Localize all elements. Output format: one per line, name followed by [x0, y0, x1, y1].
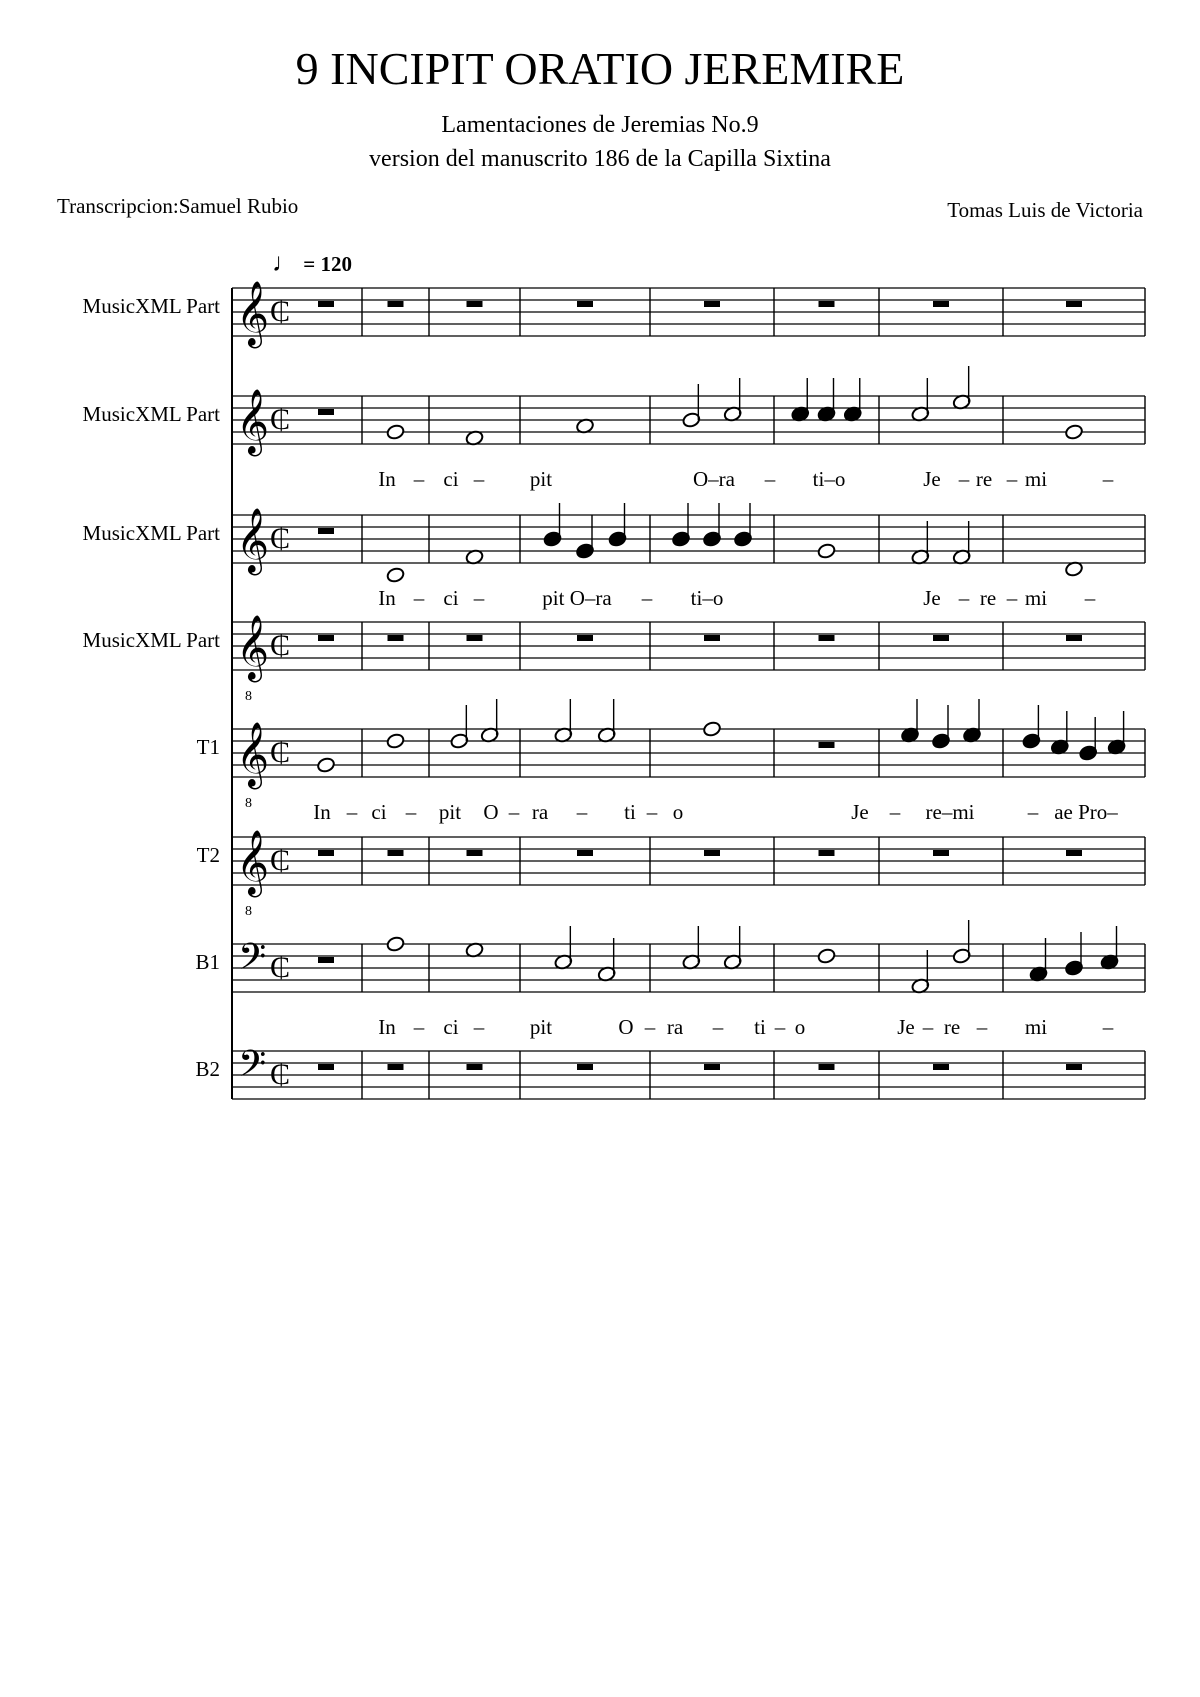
lyric-syllable: mi	[1024, 586, 1048, 610]
treble-clef-icon: 𝄞	[236, 615, 270, 680]
lyric-syllable: –	[774, 1015, 786, 1039]
lyric-syllable: In	[378, 586, 396, 610]
whole-rest-icon	[318, 409, 334, 415]
whole-rest-icon	[704, 1064, 720, 1070]
lyric-syllable: –	[764, 467, 776, 491]
lyric-syllable: Je	[897, 1015, 915, 1039]
composer-credit: Tomas Luis de Victoria	[947, 198, 1143, 222]
whole-rest-icon	[388, 1064, 404, 1070]
tempo-value: = 120	[303, 252, 352, 276]
bass-clef-icon: 𝄢	[238, 936, 267, 987]
lyric-syllable: Je	[923, 467, 941, 491]
note-head	[817, 543, 836, 560]
whole-rest-icon	[467, 301, 483, 307]
score-subtitle: Lamentaciones de Jeremias No.9	[441, 112, 759, 138]
cut-time-icon: ₵	[270, 1058, 291, 1091]
staff-1	[232, 281, 1145, 348]
lyric-syllable: –	[1006, 467, 1018, 491]
lyric-syllable: ci	[371, 800, 387, 824]
cut-time-icon: ₵	[270, 951, 291, 984]
lyric-syllable: o	[794, 1015, 806, 1039]
lyric-syllable: mi	[1024, 1015, 1048, 1039]
lyric-syllable: ci	[443, 1015, 459, 1039]
lyric-syllable: –	[976, 1015, 988, 1039]
whole-rest-icon	[1066, 850, 1082, 856]
lyric-syllable: –	[712, 1015, 724, 1039]
whole-rest-icon	[467, 635, 483, 641]
lyric-syllable: Je	[851, 800, 869, 824]
lyric-syllable: –	[1084, 586, 1096, 610]
whole-rest-icon	[819, 635, 835, 641]
part-name-7: B1	[195, 950, 220, 974]
staff-7	[232, 920, 1145, 1039]
staff-8	[232, 1043, 1145, 1099]
lyric-syllable: pit	[529, 1015, 553, 1039]
whole-rest-icon	[704, 301, 720, 307]
octave-mark: 8	[245, 689, 252, 704]
lyric-syllable: –	[413, 1015, 425, 1039]
note-head	[386, 567, 405, 584]
whole-rest-icon	[388, 635, 404, 641]
cut-time-icon: ₵	[270, 844, 291, 877]
lyric-syllable: Je	[923, 586, 941, 610]
lyric-syllable: o	[672, 800, 684, 824]
lyric-syllable: In	[313, 800, 331, 824]
lyric-syllable: ci	[443, 586, 459, 610]
staff-5	[232, 699, 1145, 824]
whole-rest-icon	[933, 1064, 949, 1070]
lyric-syllable: –	[1006, 586, 1018, 610]
lyric-syllable: –	[1027, 800, 1039, 824]
whole-rest-icon	[388, 301, 404, 307]
whole-rest-icon	[933, 635, 949, 641]
note-head	[817, 948, 836, 965]
lyric-syllable: –	[958, 586, 970, 610]
lyric-syllable: In	[378, 1015, 396, 1039]
staff-2	[232, 366, 1145, 491]
whole-rest-icon	[1066, 1064, 1082, 1070]
lyric-syllable: re	[975, 467, 993, 491]
part-name-6: T2	[196, 843, 220, 867]
whole-rest-icon	[318, 528, 334, 534]
octave-mark: 8	[245, 796, 252, 811]
lyric-syllable: –	[1102, 467, 1114, 491]
whole-rest-icon	[577, 635, 593, 641]
treble-clef-icon: 𝄞	[236, 281, 270, 346]
note-head	[386, 936, 405, 953]
whole-rest-icon	[933, 301, 949, 307]
whole-rest-icon	[577, 1064, 593, 1070]
lyric-syllable: –	[641, 586, 653, 610]
treble-clef-icon: 𝄞	[236, 722, 270, 787]
lyric-syllable: –	[473, 467, 485, 491]
cut-time-icon: ₵	[270, 629, 291, 662]
lyric-syllable: ae Pro–	[1054, 800, 1118, 824]
lyric-syllable: –	[346, 800, 358, 824]
whole-rest-icon	[704, 850, 720, 856]
lyric-syllable: –	[413, 467, 425, 491]
whole-rest-icon	[467, 850, 483, 856]
lyric-syllable: O	[483, 800, 499, 824]
lyric-syllable: ti–o	[690, 586, 724, 610]
note-head	[702, 721, 721, 738]
whole-rest-icon	[467, 1064, 483, 1070]
quarter-note-icon: ♩	[272, 248, 298, 277]
part-name-4: MusicXML Part	[82, 628, 220, 652]
bass-clef-icon: 𝄢	[238, 1043, 267, 1094]
score-title: 9 INCIPIT ORATIO JEREMIRE	[295, 43, 905, 94]
whole-rest-icon	[819, 850, 835, 856]
part-name-1: MusicXML Part	[82, 294, 220, 318]
lyric-syllable: –	[646, 800, 658, 824]
lyric-syllable: mi	[1024, 467, 1048, 491]
cut-time-icon: ₵	[270, 295, 291, 328]
lyric-syllable: ra	[531, 800, 549, 824]
whole-rest-icon	[933, 850, 949, 856]
staff-4	[232, 615, 1145, 704]
lyric-syllable: re	[979, 586, 997, 610]
whole-rest-icon	[318, 635, 334, 641]
lyric-syllable: –	[473, 586, 485, 610]
lyric-syllable: –	[413, 586, 425, 610]
whole-rest-icon	[704, 635, 720, 641]
score-subtitle-2: version del manuscrito 186 de la Capilla Sixtina	[369, 146, 831, 172]
note-head	[316, 757, 335, 774]
lyric-syllable: –	[576, 800, 588, 824]
lyric-syllable: In	[378, 467, 396, 491]
part-name-5: T1	[196, 735, 220, 759]
lyric-syllable: O–ra	[693, 467, 735, 491]
whole-rest-icon	[819, 301, 835, 307]
treble-clef-icon: 𝄞	[236, 508, 270, 573]
octave-mark: 8	[245, 904, 252, 919]
whole-rest-icon	[388, 850, 404, 856]
cut-time-icon: ₵	[270, 522, 291, 555]
lyric-syllable: pit	[438, 800, 462, 824]
note-head	[386, 424, 405, 441]
cut-time-icon: ₵	[270, 403, 291, 436]
arranger-credit: Transcripcion:Samuel Rubio	[57, 194, 299, 218]
whole-rest-icon	[819, 1064, 835, 1070]
staff-6	[232, 830, 1145, 919]
note-head	[386, 733, 405, 750]
lyric-syllable: –	[644, 1015, 656, 1039]
lyric-syllable: –	[405, 800, 417, 824]
lyric-syllable: pit O–ra	[542, 586, 612, 610]
part-name-8: B2	[195, 1057, 220, 1081]
treble-clef-icon: 𝄞	[236, 389, 270, 454]
treble-clef-icon: 𝄞	[236, 830, 270, 895]
lyric-syllable: –	[958, 467, 970, 491]
lyric-syllable: ti–o	[812, 467, 846, 491]
whole-rest-icon	[318, 850, 334, 856]
whole-rest-icon	[577, 301, 593, 307]
lyric-syllable: re–mi	[925, 800, 975, 824]
whole-rest-icon	[1066, 635, 1082, 641]
lyric-syllable: –	[473, 1015, 485, 1039]
whole-rest-icon	[318, 301, 334, 307]
lyric-syllable: –	[889, 800, 901, 824]
lyric-syllable: pit	[529, 467, 553, 491]
note-head	[1064, 424, 1083, 441]
whole-rest-icon	[318, 957, 334, 963]
staff-3	[232, 503, 1145, 610]
lyric-syllable: ra	[666, 1015, 684, 1039]
whole-rest-icon	[318, 1064, 334, 1070]
cut-time-icon: ₵	[270, 736, 291, 769]
lyric-syllable: ti	[754, 1015, 766, 1039]
whole-rest-icon	[577, 850, 593, 856]
whole-rest-icon	[819, 742, 835, 748]
lyric-syllable: –	[1102, 1015, 1114, 1039]
part-name-3: MusicXML Part	[82, 521, 220, 545]
lyric-syllable: –	[922, 1015, 934, 1039]
whole-rest-icon	[1066, 301, 1082, 307]
lyric-syllable: O	[618, 1015, 634, 1039]
part-name-2: MusicXML Part	[82, 402, 220, 426]
lyric-syllable: –	[508, 800, 520, 824]
lyric-syllable: ti	[624, 800, 636, 824]
lyric-syllable: re	[943, 1015, 961, 1039]
lyric-syllable: ci	[443, 467, 459, 491]
